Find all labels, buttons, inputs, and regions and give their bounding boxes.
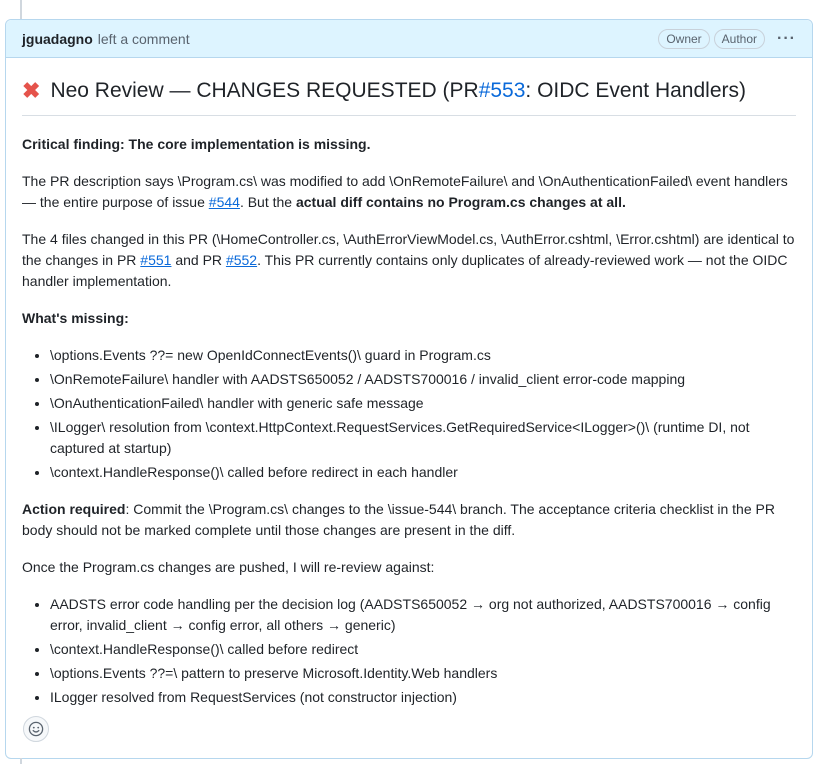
list-item: • ILogger resolved from RequestServices (not constructor injection) [50, 687, 796, 708]
review-list [22, 594, 796, 708]
critical-finding-text: Critical finding: The core implementation is missing. [22, 136, 371, 152]
p1-text-b: . But the [239, 194, 296, 210]
pr-552-link[interactable]: #552 [225, 252, 258, 268]
list-item: • \options.Events ??= new OpenIdConnectEvents()\ guard in Program.cs [50, 345, 796, 366]
list-item: • AADSTS error code handling per the decision log (AADSTS650052 → org not authorized, AADSTS700016 → config error, invalid_client → config error, all others → generic) [50, 594, 796, 636]
kebab-horizontal-icon[interactable]: ··· [777, 29, 796, 47]
owner-badge: Owner [658, 29, 709, 49]
p2-text-a: The 4 files changed in this PR (\HomeController.cs, \AuthErrorViewModel.cs, \AuthError.cshtml, \Error.cshtml) are identical to the changes in PR [22, 231, 795, 268]
title-text-after: : OIDC Event Handlers) [525, 78, 746, 102]
comment-body [6, 58, 812, 708]
author-link[interactable]: jguadagno [22, 30, 93, 47]
missing-heading [22, 308, 796, 329]
issue-link[interactable]: #544 [208, 194, 240, 210]
pr-551-link[interactable]: #551 [140, 252, 172, 268]
list-item: • \context.HandleResponse()\ called before redirect [50, 639, 796, 660]
p1-text-c: . [621, 194, 626, 210]
critical-finding [22, 134, 796, 155]
list-item: • \OnRemoteFailure\ handler with AADSTS650052 / AADSTS700016 / invalid_client error-code mapping [50, 369, 796, 390]
p2-text-b: and PR [171, 252, 226, 268]
missing-heading-text: What's missing: [22, 310, 129, 326]
comment-box [5, 19, 813, 759]
author-badge: Author [714, 29, 765, 49]
comment-action-text: left a comment [97, 30, 190, 47]
title-text-before: Neo Review — CHANGES REQUESTED (PR [50, 78, 479, 102]
p1-strong: actual diff contains no Program.cs changes at all [295, 194, 622, 210]
header-right [654, 29, 796, 49]
timeline-line [20, 0, 22, 20]
list-item: • \ILogger\ resolution from \context.HttpContext.RequestServices.GetRequiredService<ILogger>()\ (runtime DI, not captured at startup) [50, 417, 796, 459]
cross-mark-icon: ✖ [22, 77, 41, 103]
once-paragraph: Once the Program.cs changes are pushed, I will re-review against: [22, 559, 435, 575]
action-text: : Commit the \Program.cs\ changes to the \issue-544\ branch. The acceptance criteria checklist in the PR body should not be marked complete until those changes are present in the diff. [22, 501, 775, 538]
paragraph-1 [22, 171, 796, 213]
paragraph-2 [22, 229, 796, 292]
pr-link[interactable]: #553 [478, 78, 526, 102]
action-strong: Action required [22, 501, 126, 517]
p1-text-a: The PR description says \Program.cs\ was modified to add \OnRemoteFailure\ and \OnAuthenticationFailed\ event handlers — the entire purpose of issue [22, 173, 788, 210]
list-item: • \OnAuthenticationFailed\ handler with generic safe message [50, 393, 796, 414]
missing-list [22, 345, 796, 483]
list-item: • \options.Events ??=\ pattern to preserve Microsoft.Identity.Web handlers [50, 663, 796, 684]
smiley-icon[interactable] [23, 716, 49, 742]
action-required [22, 499, 796, 541]
timeline-line-bottom [20, 758, 22, 764]
p2-text-c: . This PR currently contains only duplicates of already-reviewed work — not the OIDC handler implementation. [22, 252, 788, 289]
comment-header [6, 20, 812, 58]
review-title [22, 74, 796, 116]
list-item: • \context.HandleResponse()\ called before redirect in each handler [50, 462, 796, 483]
